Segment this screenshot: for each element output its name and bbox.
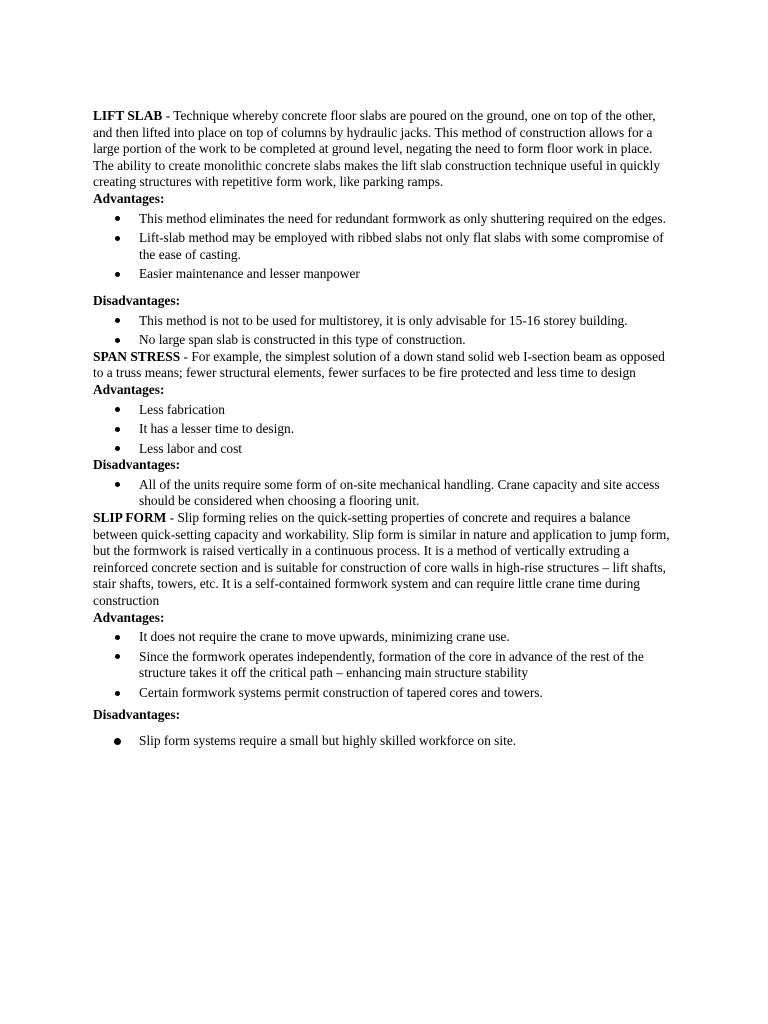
bullet-icon xyxy=(115,654,120,659)
slip-form-paragraph xyxy=(93,510,675,610)
list-item-text: This method eliminates the need for redundant formwork as only shuttering required on the edges. xyxy=(139,210,666,226)
list-item xyxy=(93,733,675,750)
list-item-text: It does not require the crane to move upwards, minimizing crane use. xyxy=(139,629,510,645)
span-stress-paragraph xyxy=(93,349,675,382)
list-item-text: Less labor and cost xyxy=(139,440,243,456)
list-item xyxy=(93,421,675,438)
list-item-text: Easier maintenance and lesser manpower xyxy=(139,266,360,282)
lift-slab-disadvantages-label: Disadvantages: xyxy=(93,292,181,308)
lift-slab-paragraph xyxy=(93,108,675,191)
list-item xyxy=(93,685,675,702)
slip-form-disadvantages-list xyxy=(93,733,675,750)
bullet-icon xyxy=(115,236,120,241)
span-stress-advantages-list xyxy=(93,402,675,458)
bullet-icon xyxy=(115,318,120,323)
lift-slab-advantages-label: Advantages: xyxy=(93,190,165,206)
list-item xyxy=(93,441,675,458)
list-item xyxy=(93,477,675,510)
list-item-text: Lift-slab method may be employed with ribbed slabs not only flat slabs with some compromise of the ease of casting. xyxy=(139,230,664,262)
list-item xyxy=(93,332,675,349)
bullet-icon xyxy=(115,427,120,432)
lift-slab-heading: LIFT SLAB xyxy=(93,108,163,123)
bullet-icon xyxy=(115,407,120,412)
list-item-text: It has a lesser time to design. xyxy=(139,421,295,437)
list-item xyxy=(93,211,675,228)
list-item-text: Less fabrication xyxy=(139,401,225,417)
list-item xyxy=(93,649,675,682)
list-item-text: All of the units require some form of on-site mechanical handling. Crane capacity and site access should be considered when choosing a flooring unit. xyxy=(139,476,660,509)
bullet-icon xyxy=(115,216,120,221)
list-item-text: This method is not to be used for multistorey, it is only advisable for 15-16 storey building. xyxy=(139,312,628,328)
list-item-text: Slip form systems require a small but highly skilled workforce on site. xyxy=(139,733,517,749)
list-item xyxy=(93,629,675,646)
document-page xyxy=(93,108,675,750)
slip-form-heading: SLIP FORM xyxy=(93,510,167,526)
span-stress-heading: SPAN STRESS xyxy=(93,348,181,364)
slip-form-advantages-list xyxy=(93,629,675,701)
lift-slab-disadvantages-list xyxy=(93,313,675,349)
span-stress-advantages-label: Advantages: xyxy=(93,381,165,397)
list-item-text: Certain formwork systems permit construction of tapered cores and towers. xyxy=(139,685,543,700)
bullet-icon xyxy=(115,272,120,277)
span-stress-body: - For example, the simplest solution of a down stand solid web I-section beam as opposed to a truss means; fewer structural elements, fewer surfaces to be fire protected and less time to design xyxy=(93,348,665,381)
bullet-icon xyxy=(115,338,120,343)
list-item xyxy=(93,230,675,263)
list-item xyxy=(93,266,675,283)
list-item xyxy=(93,402,675,419)
list-item-text: Since the formwork operates independently, formation of the core in advance of the rest of the structure takes it off the critical path – enhancing main structure stability xyxy=(139,648,644,681)
bullet-icon xyxy=(115,446,120,451)
bullet-icon xyxy=(115,482,120,487)
slip-form-advantages-label: Advantages: xyxy=(93,609,165,625)
span-stress-disadvantages-label: Disadvantages: xyxy=(93,457,181,473)
list-item xyxy=(93,313,675,330)
lift-slab-advantages-list xyxy=(93,211,675,283)
list-item-text: No large span slab is constructed in this type of construction. xyxy=(139,332,466,348)
bullet-icon xyxy=(115,635,120,640)
bullet-icon xyxy=(114,738,121,745)
span-stress-disadvantages-list xyxy=(93,477,675,510)
lift-slab-body: - Technique whereby concrete floor slabs are poured on the ground, one on top of the other, and then lifted into place on top of columns by hydraulic jacks. This method of construction allows for a large portion of the work to be completed at ground level, negating the need to form floor work in place. The ability to create monolithic concrete slabs makes the lift slab construction technique useful in quickly creating structures with repetitive form work, like parking ramps. xyxy=(93,108,661,190)
bullet-icon xyxy=(115,691,120,696)
slip-form-body: - Slip forming relies on the quick-setting properties of concrete and requires a balance between quick-setting capacity and workability. Slip form is similar in nature and application to jump form, but the formwork is raised vertically in a continuous process. It is a method of vertically extruding a reinforced concrete section and is suitable for construction of core walls in high-rise structures – lift shafts, stair shafts, towers, etc. It is a self-contained formwork system and can require little crane time during construction xyxy=(93,510,670,609)
slip-form-disadvantages-label: Disadvantages: xyxy=(93,706,181,722)
